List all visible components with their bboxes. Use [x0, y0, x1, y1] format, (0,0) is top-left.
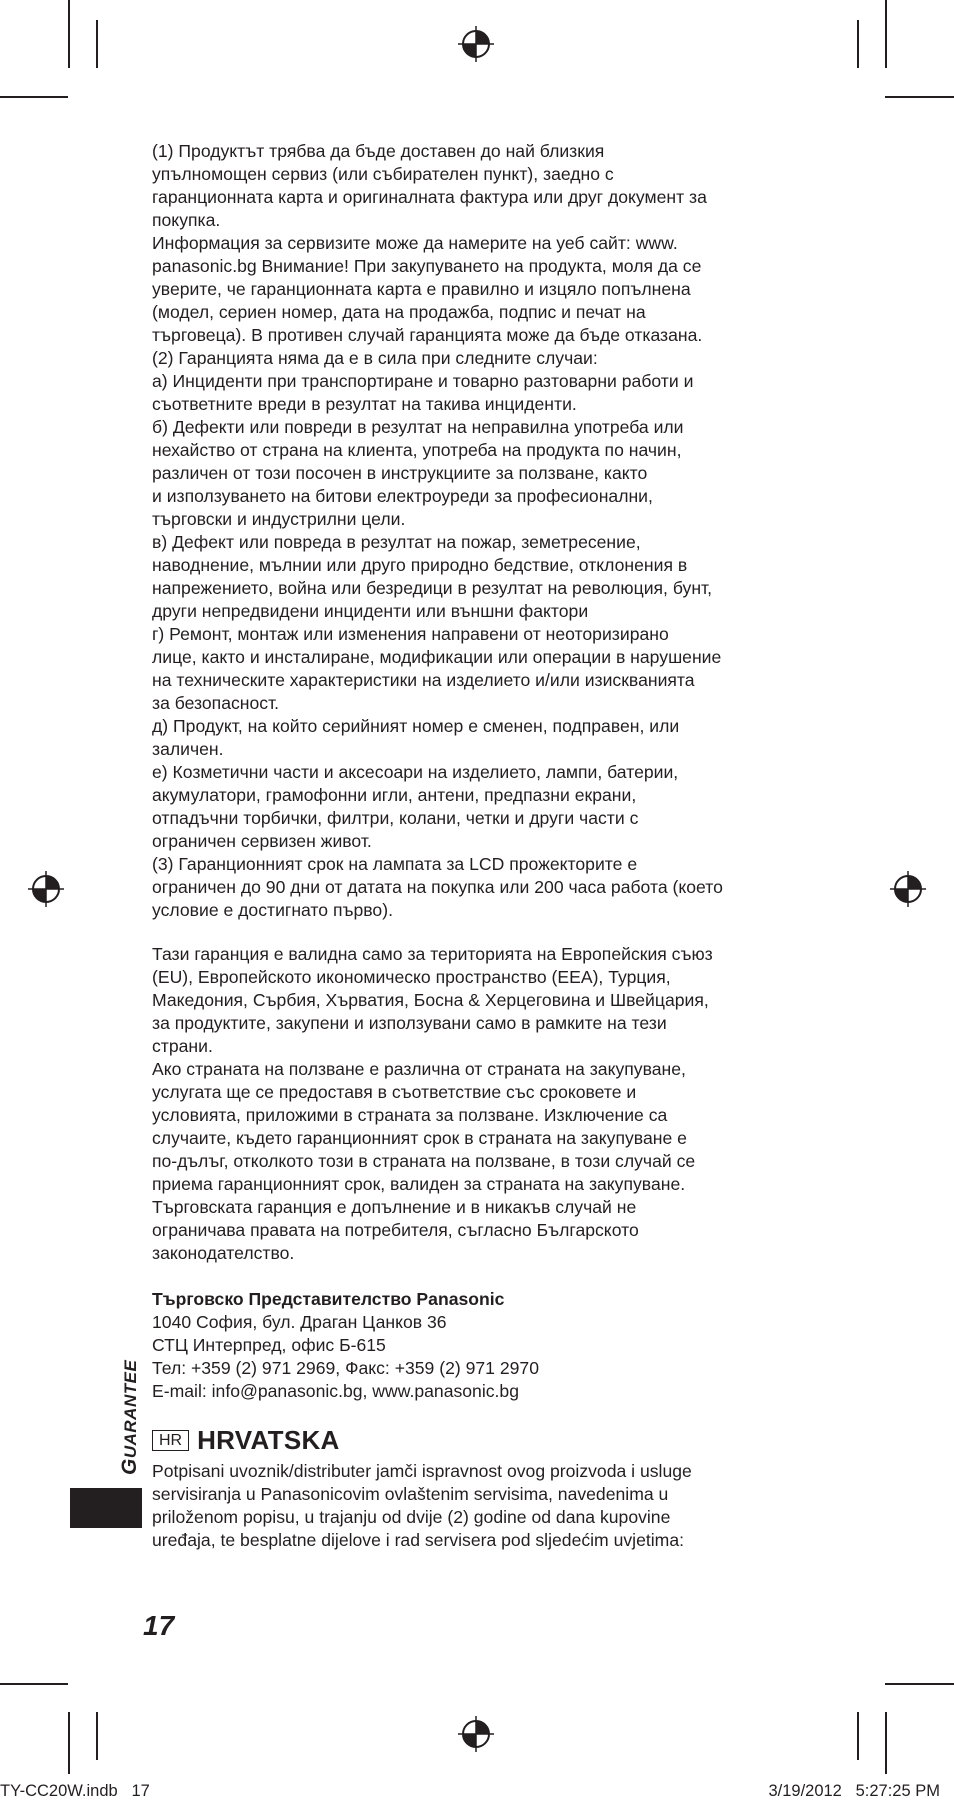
- address-line: 1040 София, бул. Драган Цанков 36: [152, 1312, 447, 1332]
- paragraph: а) Инциденти при транспортиране и товарно разтоварни работи и съответните вреди в резултат на такива инциденти.: [152, 371, 694, 414]
- page-number: 17: [143, 1610, 175, 1641]
- side-label-first-letter: G: [118, 1458, 141, 1475]
- crop-mark: [68, 0, 70, 68]
- side-label-rest: UARANTEE: [121, 1359, 140, 1459]
- crop-mark: [0, 1683, 68, 1685]
- print-slug-file: TY-CC20W.indb 17: [0, 1782, 150, 1800]
- section-heading-croatia: [152, 1424, 340, 1456]
- address-block: [152, 1288, 792, 1403]
- paragraph: б) Дефекти или повреди в резултат на неправилна употреба или нехайство от страна на клиента, употреба на продукта по начин, различен от този посочен в инструкциите за ползване, както и използуването на битови електроуреди за професионални, търговски и индустрилни цели.: [152, 417, 684, 529]
- paragraph: Търговската гаранция е допълнение и в никакъв случай не ограничава правата на потребителя, съгласно Българското законодателство.: [152, 1197, 639, 1263]
- paragraph: Potpisani uvoznik/distributer jamči ispravnost ovog proizvoda i usluge servisiranja u Panasonicovim ovlaštenim servisima, navedenima u priloženom popisu, u trajanju od dvije (2) godine od dana kupovine uređaja, te besplatne dijelove i rad servisera pod sljedećim uvjetima:: [152, 1461, 692, 1550]
- section-title: HRVATSKA: [197, 1424, 340, 1455]
- crop-mark: [857, 1712, 859, 1760]
- paragraph: (1) Продуктът трябва да бъде доставен до най близкия упълномощен сервиз (или събирателен пункт), заедно с гаранционната карта и оригиналната фактура или друг документ за покупка.: [152, 141, 707, 230]
- side-section-label: [118, 1360, 142, 1475]
- address-title: Търговско Представителство Panasonic: [152, 1289, 505, 1309]
- paragraph: е) Козметични части и аксесоари на изделието, лампи, батерии, акумулатори, грамофонни игли, антени, предпазни екрани, отпадъчни торбички, филтри, колани, четки и други части с ограничен сервизен живот.: [152, 762, 679, 851]
- crop-mark: [96, 20, 98, 68]
- crop-mark: [885, 0, 887, 68]
- crop-mark: [885, 1683, 954, 1685]
- crop-mark: [885, 96, 954, 98]
- paragraph: (2) Гаранцията няма да е в сила при следните случаи:: [152, 348, 598, 368]
- address-line: СТЦ Интерпред, офис Б-615: [152, 1335, 386, 1355]
- paragraph: Тази гаранция е валидна само за територията на Европейския съюз (EU), Европейското икономическо пространство (EEA), Турция, Македония, Сърбия, Хърватия, Босна & Херцеговина и Швейцария, за продуктите, закупени и използувани само в рамките на тези страни.: [152, 944, 713, 1056]
- address-email: E-mail: info@panasonic.bg, www.panasonic.bg: [152, 1381, 520, 1401]
- paragraph: в) Дефект или повреда в резултат на пожар, земетресение, наводнение, мълнии или друго природно бедствие, отклонения в напрежението, война или безредици в резултат на революция, бунт, други непредвидени инциденти или външни фактори: [152, 532, 713, 621]
- paragraph: Информация за сервизите може да намерите на уеб сайт: www. panasonic.bg Внимание! При закупуването на продукта, моля да се уверите, че гаранционната карта е правилно и изцяло попълнена (модел, сериен номер, дата на продажба, подпис и печат на търговеца). В противен случай гаранцията може да бъде отказана.: [152, 233, 703, 345]
- crop-mark: [96, 1712, 98, 1760]
- paragraph: д) Продукт, на който серийният номер е сменен, подправен, или заличен.: [152, 716, 680, 759]
- guarantee-validity-bg: [152, 943, 792, 1265]
- paragraph: (3) Гаранционният срок на лампата за LCD прожекторите е ограничен до 90 дни от датата на покупка или 200 часа работа (което условие е достигнато първо).: [152, 854, 723, 920]
- guarantee-conditions-bg: [152, 140, 792, 922]
- registration-mark-icon: [457, 1715, 495, 1753]
- registration-mark-icon: [457, 25, 495, 63]
- registration-mark-icon: [889, 870, 927, 908]
- crop-mark: [0, 96, 68, 98]
- crop-mark: [68, 1712, 70, 1774]
- guarantee-intro-hr: [152, 1460, 792, 1552]
- crop-mark: [885, 1712, 887, 1774]
- crop-mark: [857, 20, 859, 68]
- address-phone: Тел: +359 (2) 971 2969, Факс: +359 (2) 971 2970: [152, 1358, 539, 1378]
- country-code-badge: HR: [152, 1430, 189, 1451]
- paragraph: Ако страната на ползване е различна от страната на закупуване, услугата ще се предоставя в съответствие със сроковете и условията, приложими в страната за ползване. Изключение са случаите, където гаранционният срок в страната на закупуване е по-дълъг, отколкото този в страната на ползване, в този случай се приема гаранционният срок, валиден за страната на закупуване.: [152, 1059, 696, 1194]
- print-slug-datetime: 3/19/2012 5:27:25 PM: [768, 1782, 940, 1800]
- section-tab-marker: [70, 1488, 142, 1528]
- registration-mark-icon: [27, 870, 65, 908]
- paragraph: г) Ремонт, монтаж или изменения направени от неоторизирано лице, както и инсталиране, модификации или операции в нарушение на техническите характеристики на изделието и/или изискванията за безопасност.: [152, 624, 722, 713]
